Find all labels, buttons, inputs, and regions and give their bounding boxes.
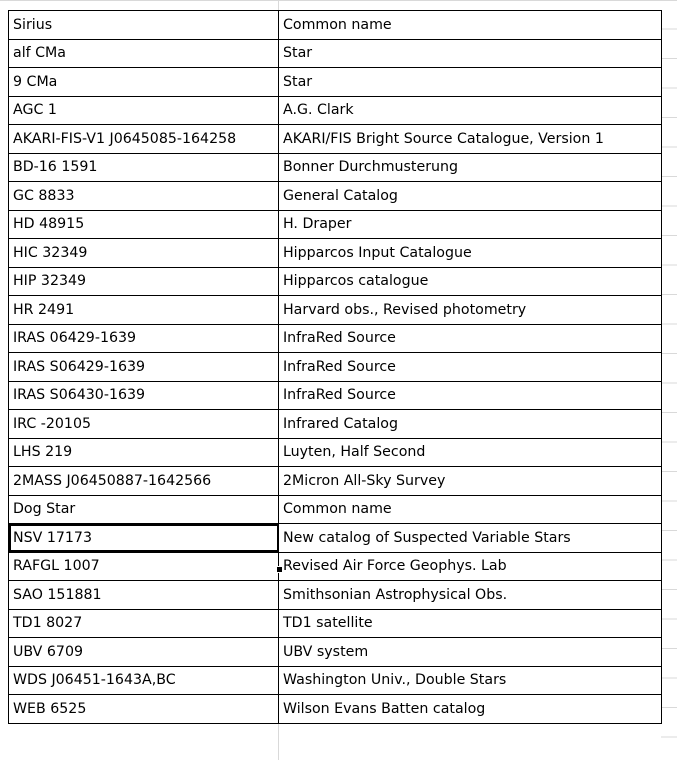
table-row <box>9 666 662 695</box>
cell-name[interactable]: AKARI-FIS-V1 J0645085-164258 <box>9 125 279 154</box>
gridline <box>0 0 677 1</box>
table-row <box>9 581 662 610</box>
cell-name[interactable]: RAFGL 1007 <box>9 552 279 581</box>
cell-name[interactable]: Sirius <box>9 11 279 40</box>
cell-catalog[interactable]: AKARI/FIS Bright Source Catalogue, Version 1 <box>279 125 662 154</box>
cell-catalog[interactable]: Revised Air Force Geophys. Lab <box>279 552 662 581</box>
cell-name[interactable]: IRAS S06430-1639 <box>9 381 279 410</box>
table-row <box>9 125 662 154</box>
cell-catalog[interactable]: A.G. Clark <box>279 96 662 125</box>
table-row <box>9 210 662 239</box>
table-row <box>9 381 662 410</box>
cell-catalog[interactable]: General Catalog <box>279 182 662 211</box>
cell-catalog[interactable]: Smithsonian Astrophysical Obs. <box>279 581 662 610</box>
cell-catalog[interactable]: Bonner Durchmusterung <box>279 153 662 182</box>
cell-name[interactable]: WEB 6525 <box>9 695 279 724</box>
cell-name[interactable]: Dog Star <box>9 495 279 524</box>
cell-name[interactable]: UBV 6709 <box>9 638 279 667</box>
cell-catalog[interactable]: Wilson Evans Batten catalog <box>279 695 662 724</box>
cell-catalog[interactable]: New catalog of Suspected Variable Stars <box>279 524 662 553</box>
cell-name[interactable]: IRAS S06429-1639 <box>9 353 279 382</box>
cell-name[interactable]: GC 8833 <box>9 182 279 211</box>
cell-catalog[interactable]: InfraRed Source <box>279 324 662 353</box>
cell-name[interactable]: IRC -20105 <box>9 410 279 439</box>
table-row <box>9 182 662 211</box>
cell-name[interactable]: TD1 8027 <box>9 609 279 638</box>
cell-name[interactable]: HIC 32349 <box>9 239 279 268</box>
fill-handle[interactable] <box>276 566 283 573</box>
gridline <box>661 0 677 760</box>
cell-catalog[interactable]: InfraRed Source <box>279 381 662 410</box>
cell-catalog[interactable]: Star <box>279 39 662 68</box>
cell-catalog[interactable]: Hipparcos Input Catalogue <box>279 239 662 268</box>
cell-catalog[interactable]: Luyten, Half Second <box>279 438 662 467</box>
table-row <box>9 353 662 382</box>
cell-catalog[interactable]: InfraRed Source <box>279 353 662 382</box>
gridline <box>0 750 677 760</box>
cell-catalog[interactable]: UBV system <box>279 638 662 667</box>
table-row <box>9 96 662 125</box>
cell-name[interactable]: HR 2491 <box>9 296 279 325</box>
table-row <box>9 39 662 68</box>
cell-name[interactable]: IRAS 06429-1639 <box>9 324 279 353</box>
cell-catalog[interactable]: Infrared Catalog <box>279 410 662 439</box>
table-row <box>9 495 662 524</box>
cell-name[interactable]: SAO 151881 <box>9 581 279 610</box>
cell-catalog[interactable]: Star <box>279 68 662 97</box>
table-row <box>9 153 662 182</box>
table-row <box>9 467 662 496</box>
table-row <box>9 609 662 638</box>
cell-catalog[interactable]: Washington Univ., Double Stars <box>279 666 662 695</box>
cell-catalog[interactable]: Harvard obs., Revised photometry <box>279 296 662 325</box>
table-row <box>9 267 662 296</box>
cell-catalog[interactable]: TD1 satellite <box>279 609 662 638</box>
table-row <box>9 239 662 268</box>
cell-catalog[interactable]: 2Micron All-Sky Survey <box>279 467 662 496</box>
table-row <box>9 68 662 97</box>
table-row <box>9 324 662 353</box>
cell-name[interactable]: LHS 219 <box>9 438 279 467</box>
cell-name[interactable]: BD-16 1591 <box>9 153 279 182</box>
cell-catalog[interactable]: H. Draper <box>279 210 662 239</box>
cell-name[interactable]: AGC 1 <box>9 96 279 125</box>
cell-name[interactable]: 9 CMa <box>9 68 279 97</box>
table-row <box>9 296 662 325</box>
table-row <box>9 524 662 553</box>
cell-name[interactable]: HIP 32349 <box>9 267 279 296</box>
cell-name[interactable]: alf CMa <box>9 39 279 68</box>
catalog-table <box>8 10 662 724</box>
cell-catalog[interactable]: Hipparcos catalogue <box>279 267 662 296</box>
table-row <box>9 11 662 40</box>
table-row <box>9 552 662 581</box>
table-row <box>9 638 662 667</box>
cell-name[interactable]: 2MASS J06450887-1642566 <box>9 467 279 496</box>
cell-catalog[interactable]: Common name <box>279 11 662 40</box>
table-row <box>9 695 662 724</box>
cell-catalog[interactable]: Common name <box>279 495 662 524</box>
table-row <box>9 438 662 467</box>
cell-name[interactable]: WDS J06451-1643A,BC <box>9 666 279 695</box>
cell-name[interactable]: HD 48915 <box>9 210 279 239</box>
table-row <box>9 410 662 439</box>
cell-name-selected[interactable]: NSV 17173 <box>9 524 279 553</box>
